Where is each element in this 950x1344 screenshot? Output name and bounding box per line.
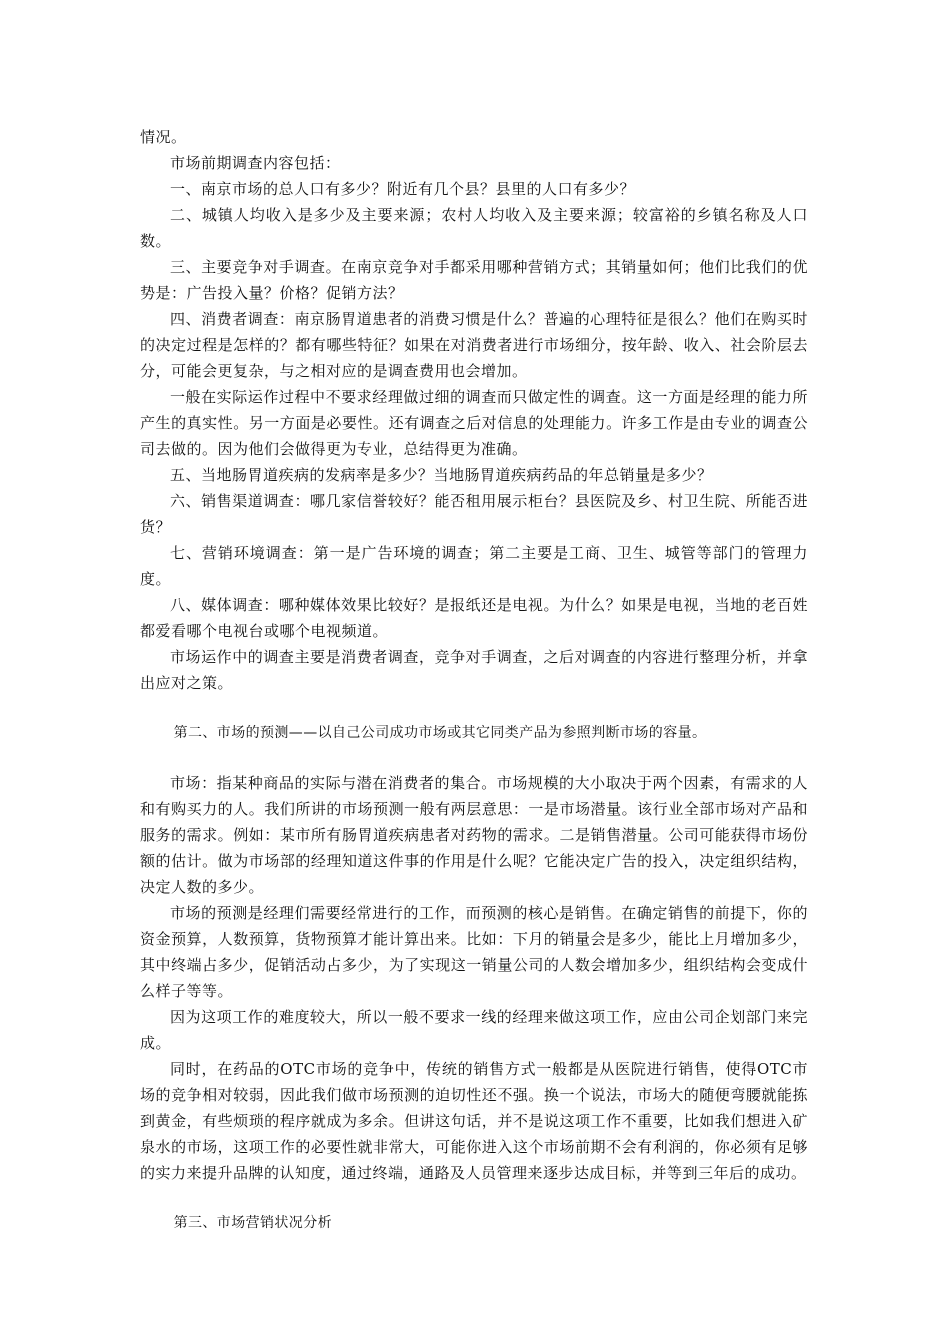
paragraph-item-5: 五、当地肠胃道疾病的发病率是多少？当地肠胃道疾病药品的年总销量是多少？ xyxy=(170,466,713,484)
document-body xyxy=(140,124,808,1260)
paragraph-item-3: 三、主要竞争对手调查。在南京竞争对手都采用哪种营销方式；其销量如何；他们比我们的优势是：广告投入量？价格？促销方法？ xyxy=(140,258,808,302)
section-heading-3: 第三、市场营销状况分析 xyxy=(173,1215,332,1231)
paragraph-otc-market: 同时，在药品的OTC市场的竞争中，传统的销售方式一般都是从医院进行销售，使得OTC市场的竞争相对较弱，因此我们做市场预测的迫切性还不强。换一个说法，市场大的随便弯腰就能拣到黄金，有些烦琐的程序就成为多余。但讲这句话，并不是说这项工作不重要，比如我们想进入矿泉水的市场，这项工作的必要性就非常大，可能你进入这个市场前期不会有利润的，你必须有足够的实力来提升品牌的认知度，通过终端，通路及人员管理来逐步达成目标，并等到三年后的成功。 xyxy=(140,1060,808,1182)
paragraph-item-1: 一、南京市场的总人口有多少？附近有几个县？县里的人口有多少？ xyxy=(170,180,636,198)
paragraph-item-8: 八、媒体调查：哪种媒体效果比较好？是报纸还是电视。为什么？如果是电视，当地的老百姓都爱看哪个电视台或哪个电视频道。 xyxy=(140,596,808,640)
document-page xyxy=(140,0,808,1344)
paragraph-item-4: 四、消费者调查：南京肠胃道患者的消费习惯是什么？普遍的心理特征是很么？他们在购买时的决定过程是怎样的？都有哪些特征？如果在对消费者进行市场细分，按年龄、收入、社会阶层去分，可能会更复杂，与之相对应的是调查费用也会增加。 xyxy=(140,310,808,380)
paragraph-survey-intro: 市场前期调查内容包括： xyxy=(170,154,341,172)
paragraph-note: 一般在实际运作过程中不要求经理做过细的调查而只做定性的调查。这一方面是经理的能力所产生的真实性。另一方面是必要性。还有调查之后对信息的处理能力。许多工作是由专业的调查公司去做的。因为他们会做得更为专业，总结得更为准确。 xyxy=(140,388,808,458)
paragraph-survey-summary: 市场运作中的调查主要是消费者调查，竞争对手调查，之后对调查的内容进行整理分析，并拿出应对之策。 xyxy=(140,648,808,692)
section-heading-2: 第二、市场的预测——以自己公司成功市场或其它同类产品为参照判断市场的容量。 xyxy=(173,725,707,741)
paragraph-forecast-core: 市场的预测是经理们需要经常进行的工作，而预测的核心是销售。在确定销售的前提下，你的资金预算，人数预算，货物预算才能计算出来。比如：下月的销量会是多少，能比上月增加多少，其中终端占多少，促销活动占多少，为了实现这一销量公司的人数会增加多少，组织结构会变成什么样子等等。 xyxy=(140,904,808,1000)
paragraph-item-7: 七、营销环境调查：第一是广告环境的调查；第二主要是工商、卫生、城管等部门的管理力度。 xyxy=(140,544,808,588)
paragraph-market-definition: 市场：指某种商品的实际与潜在消费者的集合。市场规模的大小取决于两个因素，有需求的人和有购买力的人。我们所讲的市场预测一般有两层意思：一是市场潜量。该行业全部市场对产品和服务的需求。例如：某市所有肠胃道疾病患者对药物的需求。二是销售潜量。公司可能获得市场份额的估计。做为市场部的经理知道这件事的作用是什么呢？它能决定广告的投入，决定组织结构，决定人数的多少。 xyxy=(140,774,808,896)
paragraph-forecast-owner: 因为这项工作的难度较大，所以一般不要求一线的经理来做这项工作，应由公司企划部门来完成。 xyxy=(140,1008,808,1052)
paragraph-item-6: 六、销售渠道调查：哪几家信誉较好？能否租用展示柜台？县医院及乡、村卫生院、所能否进货？ xyxy=(140,492,808,536)
paragraph-continuation: 情况。 xyxy=(140,128,187,146)
paragraph-item-2: 二、城镇人均收入是多少及主要来源；农村人均收入及主要来源；较富裕的乡镇名称及人口数。 xyxy=(140,206,808,250)
